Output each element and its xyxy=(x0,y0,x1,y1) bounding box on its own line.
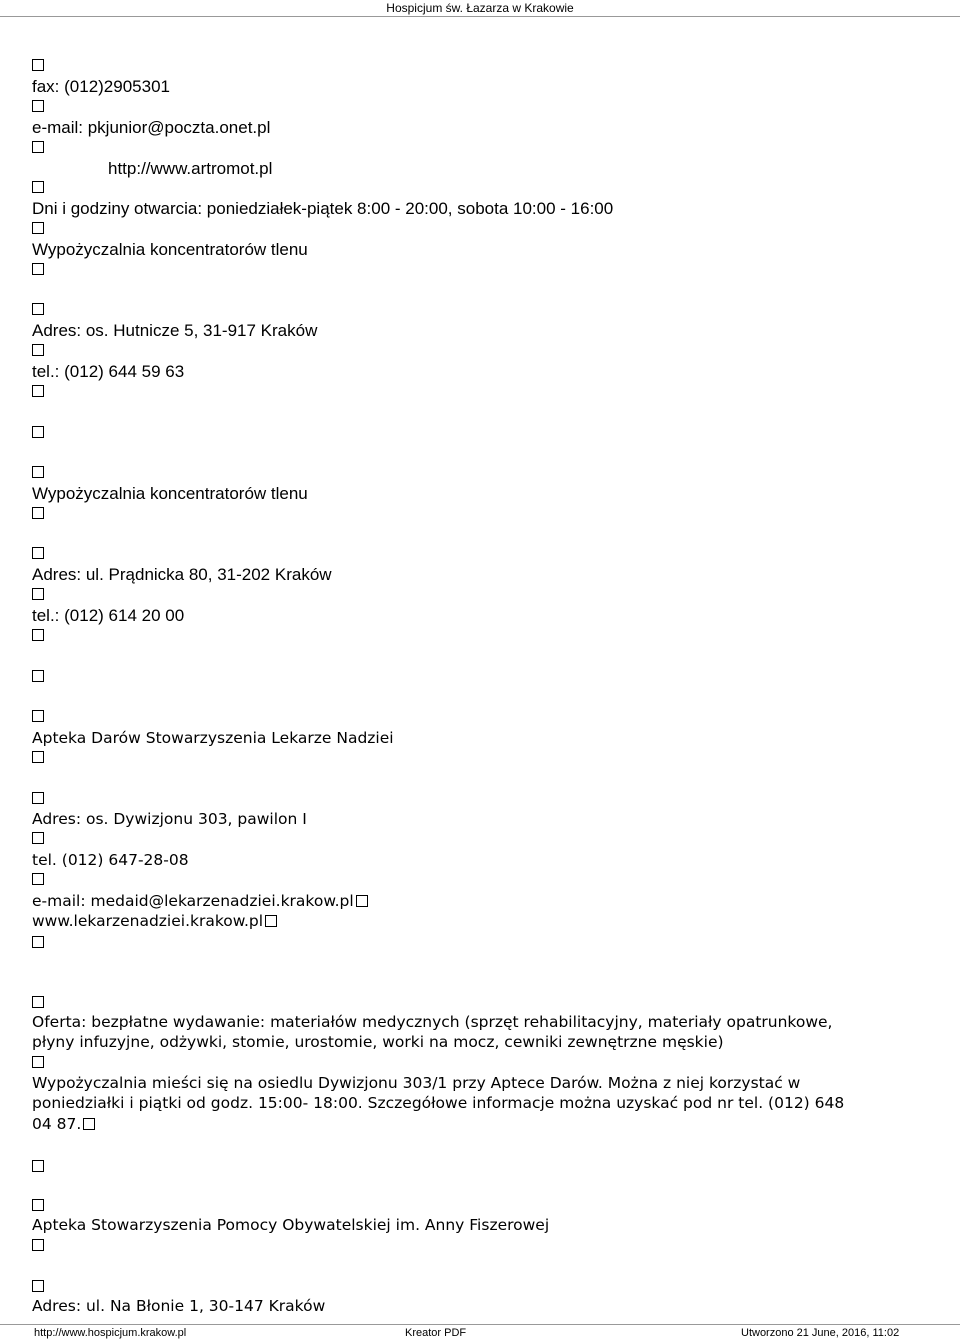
rental-info-1: Wypożyczalnia mieści się na osiedlu Dywizjonu 303/1 przy Aptece Darów. Można z niej korzystać w xyxy=(32,1074,801,1092)
checkbox-glyph xyxy=(32,259,44,279)
address-line-1: Adres: os. Hutnicze 5, 31-917 Kraków xyxy=(32,321,318,340)
email-line[interactable]: e-mail: pkjunior@poczta.onet.pl xyxy=(32,118,271,137)
checkbox-glyph xyxy=(32,340,44,360)
checkbox-glyph xyxy=(32,218,44,238)
checkbox-glyph xyxy=(32,747,44,767)
checkbox-glyph xyxy=(32,666,44,686)
rental-info-2: poniedziałki i piątki od godz. 15:00- 18:00. Szczegółowe informacje można uzyskać pod nr tel. (012) 648 xyxy=(32,1094,845,1112)
website-line-3 xyxy=(32,911,277,931)
email-link[interactable]: e-mail: medaid@lekarzenadziei.krakow.pl xyxy=(32,892,354,910)
checkbox-glyph xyxy=(32,462,44,482)
section-title-oxygen-rental-2: Wypożyczalnia koncentratorów tlenu xyxy=(32,484,308,503)
offer-text-2: płyny infuzyjne, odżywki, stomie, urostomie, worki na mocz, cewniki zewnętrzne męskie) xyxy=(32,1033,724,1051)
phone-line-3: tel. (012) 647-28-08 xyxy=(32,851,189,869)
checkbox-glyph xyxy=(32,788,44,808)
address-line-3: Adres: os. Dywizjonu 303, pawilon I xyxy=(32,810,307,828)
checkbox-glyph xyxy=(32,543,44,563)
checkbox-glyph xyxy=(32,55,44,75)
checkbox-glyph xyxy=(32,828,44,848)
address-line-2: Adres: ul. Prądnicka 80, 31-202 Kraków xyxy=(32,565,332,584)
opening-hours: Dni i godziny otwarcia: poniedziałek-piątek 8:00 - 20:00, sobota 10:00 - 16:00 xyxy=(32,199,614,218)
checkbox-glyph xyxy=(32,1156,44,1176)
checkbox-glyph xyxy=(32,706,44,726)
offer-text-1: Oferta: bezpłatne wydawanie: materiałów medycznych (sprzęt rehabilitacyjny, materiały opatrunkowe, xyxy=(32,1013,833,1031)
phone-line-1: tel.: (012) 644 59 63 xyxy=(32,362,185,381)
section-title-oxygen-rental-1: Wypożyczalnia koncentratorów tlenu xyxy=(32,240,308,259)
checkbox-glyph xyxy=(32,1052,44,1072)
page-footer xyxy=(0,1324,960,1342)
page-header xyxy=(0,0,960,17)
footer-created-date: Utworzono 21 June, 2016, 11:02 xyxy=(741,1327,900,1339)
checkbox-glyph xyxy=(32,1276,44,1296)
checkbox-glyph xyxy=(32,1195,44,1215)
rental-info-3-text: 04 87. xyxy=(32,1115,82,1133)
checkbox-glyph xyxy=(32,625,44,645)
checkbox-glyph xyxy=(32,137,44,157)
website-link[interactable]: www.lekarzenadziei.krakow.pl xyxy=(32,912,264,930)
email-line-3 xyxy=(32,891,368,911)
checkbox-glyph xyxy=(32,96,44,116)
checkbox-glyph xyxy=(32,381,44,401)
header-title: Hospicjum św. Łazarza w Krakowie xyxy=(386,1,574,15)
checkbox-glyph xyxy=(32,177,44,197)
checkbox-glyph xyxy=(32,869,44,889)
checkbox-glyph xyxy=(32,992,44,1012)
website-link[interactable]: http://www.artromot.pl xyxy=(108,159,273,178)
rental-info-3 xyxy=(32,1114,95,1134)
checkbox-glyph xyxy=(32,503,44,523)
fax-line: fax: (012)2905301 xyxy=(32,77,170,96)
checkbox-glyph xyxy=(32,1235,44,1255)
footer-url[interactable]: http://www.hospicjum.krakow.pl xyxy=(34,1327,187,1339)
checkbox-glyph xyxy=(32,584,44,604)
section-title-pharmacy-fiszerowa: Apteka Stowarzyszenia Pomocy Obywatelskiej im. Anny Fiszerowej xyxy=(32,1216,550,1234)
checkbox-glyph xyxy=(32,932,44,952)
checkbox-glyph xyxy=(32,299,44,319)
footer-creator: Kreator PDF xyxy=(405,1327,467,1339)
phone-line-2: tel.: (012) 614 20 00 xyxy=(32,606,185,625)
address-line-4: Adres: ul. Na Błonie 1, 30-147 Kraków xyxy=(32,1297,326,1315)
checkbox-glyph xyxy=(32,422,44,442)
section-title-pharmacy-lekarze-nadziei: Apteka Darów Stowarzyszenia Lekarze Nadziei xyxy=(32,729,394,747)
